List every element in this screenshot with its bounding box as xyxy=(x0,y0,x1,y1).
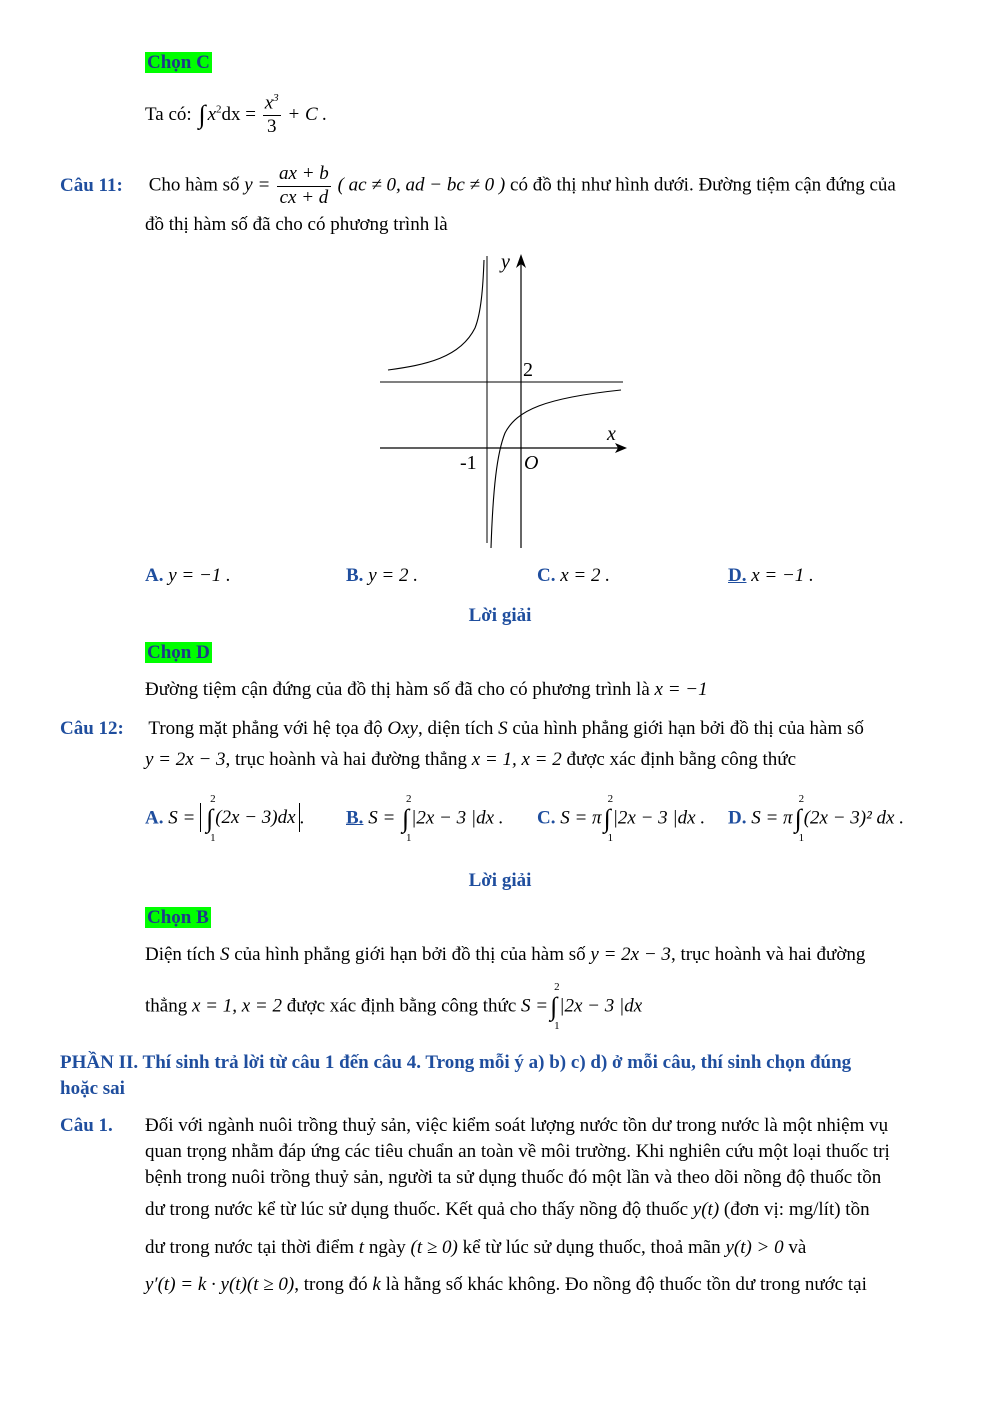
integral-sign: ∫ 2 1 xyxy=(206,793,216,844)
q1-l5-b: ngày xyxy=(368,1237,406,1258)
absolute-value-bars xyxy=(200,793,299,844)
q12-line1 xyxy=(60,718,864,740)
q12-ans1-eq: y = 2x − 3 xyxy=(590,944,671,965)
q12-answer-line1 xyxy=(145,944,865,966)
part2-q1-line6 xyxy=(145,1274,867,1296)
q12-s: S xyxy=(498,718,508,739)
tick-label-xneg1: -1 xyxy=(460,452,477,474)
q11-option-c[interactable] xyxy=(537,565,610,587)
option-body: (2x − 3)² dx . xyxy=(803,807,904,829)
q1-l6-b: là hằng số khác không. Đo nồng độ thuốc tồn dư trong nước tại xyxy=(385,1274,867,1295)
part2-heading-line2: hoặc sai xyxy=(60,1078,125,1099)
fraction-numerator: x xyxy=(264,92,274,114)
upper-limit: 2 xyxy=(554,981,560,993)
q1-l6-a: , trong đó xyxy=(294,1274,368,1295)
q12-option-a[interactable] xyxy=(145,793,305,844)
option-body: |2x − 3 |dx . xyxy=(612,807,706,829)
integral-sign: ∫ 2 1 xyxy=(603,793,614,844)
q12-line1-a: Trong mặt phẳng với hệ tọa độ xyxy=(148,718,383,739)
q12-ans1-a: Diện tích xyxy=(145,944,216,965)
q11-answer-eq: x = −1 xyxy=(654,679,708,700)
q12-choose-badge xyxy=(145,907,211,929)
q12-lines: x = 1, x = 2 xyxy=(471,749,562,770)
integral-sign: ∫ 2 1 xyxy=(402,793,412,844)
q12-choose-label: Chọn B xyxy=(147,907,209,928)
numerator-power: 3 xyxy=(273,92,279,104)
lower-limit: 1 xyxy=(798,832,805,844)
q1-l5-a: dư trong nước tại thời điểm xyxy=(145,1237,355,1258)
q11-option-a[interactable] xyxy=(145,565,231,587)
equals-sign: = xyxy=(245,103,256,125)
x-axis-label: x xyxy=(607,423,616,445)
integral-result-line xyxy=(145,92,327,139)
q1-t: t xyxy=(358,1237,365,1258)
q11-numerator: ax + b xyxy=(277,163,331,187)
q11-answer-text: Đường tiệm cận đứng của đồ thị hàm số đã cho có phương trình là xyxy=(145,679,650,700)
q12-line2 xyxy=(145,749,796,771)
q1-k: k xyxy=(372,1274,381,1295)
q11-option-d[interactable] xyxy=(728,565,814,587)
q12-line1-c: của hình phẳng giới hạn bởi đồ thị của hàm số xyxy=(512,718,864,739)
q11-text-b: có đồ thị như hình dưới. Đường tiệm cận đứng của xyxy=(510,174,896,196)
option-letter: C. xyxy=(537,565,556,586)
q1-l4-b: (đơn vị: mg/lít) tồn xyxy=(723,1199,870,1220)
choose-c-badge xyxy=(145,52,212,74)
dx: dx xyxy=(221,103,241,125)
option-prefix: S = π xyxy=(560,807,602,829)
q12-answer-line2 xyxy=(145,981,643,1032)
option-suffix: . xyxy=(299,807,305,829)
upper-limit: 2 xyxy=(798,793,805,805)
q12-label: Câu 12: xyxy=(60,718,124,739)
q11-rational-fraction xyxy=(277,163,331,210)
part2-q1-line5 xyxy=(145,1237,806,1259)
lower-limit: 1 xyxy=(406,832,412,844)
option-letter: C. xyxy=(537,807,556,829)
q11-option-b[interactable] xyxy=(346,565,418,587)
q12-option-c[interactable] xyxy=(537,793,706,844)
upper-limit: 2 xyxy=(607,793,614,805)
part2-q1-label: Câu 1. xyxy=(60,1115,113,1136)
part2-q1-line2: quan trọng nhằm đáp ứng các tiêu chuẩn an toàn về môi trường. Khi nghiên cứu một loại thuốc trị xyxy=(145,1141,890,1162)
q12-ans1-b: của hình phẳng giới hạn bởi đồ thị của hàm số xyxy=(234,944,586,965)
option-text: y = 2 . xyxy=(368,565,418,586)
q12-function: y = 2x − 3 xyxy=(145,749,226,770)
q12-ans2-lines: x = 1, x = 2 xyxy=(191,995,282,1017)
q12-line1-b: , diện tích xyxy=(417,718,494,739)
q11-choose-badge xyxy=(145,642,212,664)
fraction-denominator: 3 xyxy=(266,116,277,138)
option-prefix: S = xyxy=(368,807,396,829)
q1-positive: y(t) > 0 xyxy=(725,1237,784,1258)
q12-line2-b: được xác định bằng công thức xyxy=(566,749,797,770)
q1-l5-c: kể từ lúc sử dụng thuốc, thoả mãn xyxy=(462,1237,721,1258)
ta-co-prefix: Ta có: xyxy=(145,103,192,125)
tick-label-y2: 2 xyxy=(523,359,533,381)
part2-q1-line3: bệnh trong nuôi trồng thuỷ sản, người ta sử dụng thuốc đó một lần và theo dõi nồng độ thuốc tồn xyxy=(145,1167,882,1188)
q11-line1 xyxy=(60,163,896,210)
part2-q1-line1: Đối với ngành nuôi trồng thuỷ sản, việc kiểm soát lượng nước tồn dư trong nước là một nhiệm vụ xyxy=(145,1115,889,1136)
q11-condition: ( ac ≠ 0, ad − bc ≠ 0 ) xyxy=(337,174,506,196)
option-prefix: S = π xyxy=(751,807,793,829)
curve-left-branch xyxy=(388,260,484,370)
q11-solution-title: Lời giải xyxy=(468,605,532,626)
option-letter-correct: D. xyxy=(728,565,747,586)
option-text: x = 2 . xyxy=(560,565,610,586)
integrand: x xyxy=(207,103,216,125)
part2-q1-line4 xyxy=(145,1199,870,1221)
q1-l4-a: dư trong nước kể từ lúc sử dụng thuốc. Kết quả cho thấy nồng độ thuốc xyxy=(145,1199,689,1220)
cube-fraction xyxy=(263,92,281,139)
q12-solution-title: Lời giải xyxy=(468,870,532,891)
q12-oxy: Oxy xyxy=(387,718,418,739)
option-letter: A. xyxy=(145,807,164,829)
option-letter: D. xyxy=(728,807,747,829)
q12-ans2-a: thẳng xyxy=(145,995,188,1017)
q11-graph xyxy=(375,248,635,553)
lower-limit: 1 xyxy=(554,1020,560,1032)
upper-limit: 2 xyxy=(406,793,412,805)
option-letter: B. xyxy=(346,565,364,586)
q11-answer-line xyxy=(145,679,708,701)
origin-label: O xyxy=(524,452,539,474)
q1-ode: y′(t) = k · y(t)(t ≥ 0) xyxy=(145,1274,295,1295)
option-prefix: S = xyxy=(168,807,196,829)
option-letter-correct: B. xyxy=(346,807,364,829)
plus-constant: + C . xyxy=(287,103,328,125)
q12-ans1-s: S xyxy=(219,944,230,965)
q11-y-equals: y = xyxy=(244,174,271,196)
option-body: |2x − 3 |dx . xyxy=(411,807,504,829)
integral-sign: ∫ 2 1 xyxy=(794,793,805,844)
q12-option-d[interactable] xyxy=(728,793,904,844)
integral-sign: ∫ 2 1 xyxy=(550,981,560,1032)
upper-limit: 2 xyxy=(210,793,216,805)
q11-text-a: Cho hàm số xyxy=(148,174,240,196)
q12-ans2-b: được xác định bằng công thức xyxy=(286,995,517,1017)
lower-limit: 1 xyxy=(607,832,614,844)
q1-yt: y(t) xyxy=(692,1199,720,1220)
q11-label: Câu 11: xyxy=(60,174,123,196)
q12-ans1-c: , trục hoành và hai đường xyxy=(670,944,866,965)
q12-option-b[interactable] xyxy=(346,793,504,844)
option-text: y = −1 . xyxy=(168,565,231,586)
q11-line2: đồ thị hàm số đã cho có phương trình là xyxy=(145,214,448,235)
q11-denominator: cx + d xyxy=(279,186,329,208)
q1-t-cond: (t ≥ 0) xyxy=(410,1237,458,1258)
choose-c-label: Chọn C xyxy=(147,52,210,73)
q12-ans2-body: |2x − 3 |dx xyxy=(559,995,643,1017)
option-letter: A. xyxy=(145,565,164,586)
lower-limit: 1 xyxy=(210,832,216,844)
option-body: (2x − 3)dx xyxy=(215,807,296,829)
part2-heading-line1: PHẦN II. Thí sinh trả lời từ câu 1 đến câu 4. Trong mỗi ý a) b) c) d) ở mỗi câu, thí sinh chọn đúng xyxy=(60,1052,852,1073)
q12-ans2-pre: S = xyxy=(521,995,549,1017)
option-text: x = −1 . xyxy=(751,565,814,586)
integral-sign: ∫ xyxy=(198,100,206,130)
y-axis-label: y xyxy=(501,251,510,273)
integrand-power: 2 xyxy=(216,103,222,116)
q1-l5-d: và xyxy=(788,1237,807,1258)
curve-right-branch xyxy=(491,390,621,548)
q11-choose-label: Chọn D xyxy=(147,642,210,663)
q12-line2-a: , trục hoành và hai đường thẳng xyxy=(225,749,467,770)
